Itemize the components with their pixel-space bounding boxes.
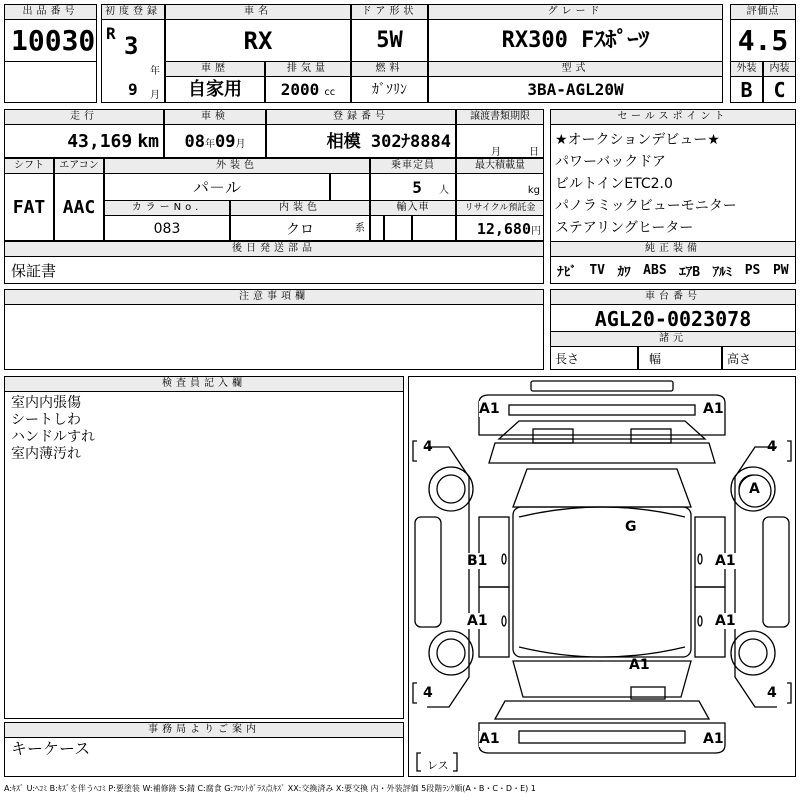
fuel-label: 燃料	[351, 61, 428, 77]
ext-label: 外装	[730, 61, 763, 77]
trunk	[495, 701, 709, 719]
first-reg-year-unit: 年	[150, 66, 160, 77]
wheel-rr	[731, 631, 775, 675]
damage-front-left: A1	[479, 401, 500, 417]
inspection-month: 09	[215, 132, 236, 152]
transfer-box	[456, 124, 544, 158]
grade-label: グレード	[428, 4, 723, 20]
displacement-box	[265, 76, 351, 103]
first-reg-month-unit: 月	[150, 90, 160, 101]
wheel-rl-inner	[437, 639, 465, 667]
capacity-unit: 人	[439, 185, 449, 196]
door-handle	[502, 554, 506, 564]
front-grille	[509, 405, 695, 415]
wheel-rl	[429, 631, 473, 675]
equipment-item: ｴｱB	[679, 264, 701, 280]
damage-rear-left: A1	[479, 731, 500, 747]
shift: FAT	[4, 173, 54, 241]
later-parts-label: 後日発送部品	[4, 241, 544, 257]
lot-blank	[4, 61, 97, 103]
door-handle	[698, 554, 702, 564]
wheel-fl-value: 4	[423, 439, 433, 455]
left-front-door	[479, 517, 509, 587]
legend: A:ｷｽﾞ U:ﾍｺﾐ B:ｷｽﾞを伴うﾍｺﾐ P:要塗装 W:補修跡 S:錆 C:腐食 G:ﾌﾛﾝﾄｶﾞﾗｽ点ｷｽﾞ XX:交換済み X:要交換 内・外装評価 5段階ﾗﾝｸ順(A・B・C・D・E) 1	[4, 784, 536, 793]
left-side	[427, 447, 469, 707]
int-color: クロ	[286, 222, 314, 238]
score: 4.5	[730, 19, 796, 62]
import-blank-b	[384, 215, 412, 241]
specs-label: 諸元	[550, 331, 796, 347]
transfer-day-unit: 日	[529, 147, 539, 158]
lot-number: 10030	[4, 19, 97, 62]
damage-left-front-door: B1	[467, 553, 488, 569]
first-reg-label: 初度登録	[101, 4, 165, 20]
door-type: 5W	[351, 19, 428, 62]
sales-point-3: ビルトインETC2.0	[555, 176, 673, 192]
wheel-fl-inner	[437, 475, 465, 503]
door-label: ドア形状	[351, 4, 428, 20]
inspector-area	[4, 391, 404, 719]
plate-number: 相模 302ﾅ8884	[266, 124, 456, 158]
hood-detail-r	[631, 429, 671, 443]
bracket	[417, 753, 421, 771]
int-color-label: 内装色	[230, 200, 370, 216]
sales-point-1: ★オークションデビュー★	[555, 132, 720, 148]
rear-bumper	[479, 723, 725, 753]
max-load-label: 最大積載量	[456, 158, 544, 174]
recycle-box	[456, 215, 544, 241]
mileage-label: 走行	[4, 109, 164, 125]
damage-right-rear-door: A1	[715, 613, 736, 629]
inspection-year-unit: 年	[205, 139, 215, 150]
rear-glass	[513, 661, 691, 697]
first-reg-era: R	[106, 24, 116, 43]
damage-right-front-door: A1	[715, 553, 736, 569]
history: 自家用	[165, 76, 265, 103]
inspector-note: 室内内張傷	[11, 395, 81, 411]
notes-label: 注意事項欄	[4, 289, 544, 305]
sales-points-list	[550, 124, 796, 242]
front-bumper-lower	[479, 417, 725, 435]
damage-roof: G	[625, 519, 637, 535]
recycle-unit: 円	[531, 226, 541, 237]
damage-front-right: A1	[703, 401, 724, 417]
shift-label: シフト	[4, 158, 54, 174]
ext-color-label: 外装色	[104, 158, 370, 174]
sales-point-4: パノラミックビューモニター	[555, 198, 737, 214]
roof-curve	[519, 507, 685, 517]
first-reg-box	[101, 19, 165, 103]
office-note: キーケース	[4, 737, 404, 777]
equipment-label: 純正装備	[550, 241, 796, 257]
transfer-month-unit: 月	[491, 147, 501, 158]
car-diagram-frame	[408, 376, 796, 777]
hood	[489, 443, 715, 463]
equipment-item: TV	[589, 262, 606, 278]
spec-length: 長さ	[550, 346, 638, 370]
bracket	[787, 441, 791, 461]
roof-curve-rear	[519, 647, 685, 657]
aircon-label: エアコン	[54, 158, 104, 174]
damage-rear-right: A1	[703, 731, 724, 747]
lot-label: 出品番号	[4, 4, 97, 20]
bracket	[787, 683, 791, 703]
hood-top	[499, 421, 705, 439]
bracket	[413, 441, 417, 461]
displacement: 2000	[280, 80, 320, 99]
import-blank-c	[412, 215, 456, 241]
bracket	[453, 753, 457, 771]
notes-area	[4, 304, 544, 370]
mileage-box	[4, 124, 164, 158]
roof	[513, 507, 691, 657]
wheel-fl	[429, 467, 473, 511]
car-diagram	[409, 377, 795, 776]
bracket	[413, 683, 417, 703]
first-reg-year: 3	[124, 32, 139, 60]
ext-color-blank	[330, 173, 370, 201]
hood-detail-l	[533, 429, 573, 443]
mileage-unit: km	[137, 131, 159, 152]
ext-color: パ－ル	[104, 173, 330, 201]
history-label: 車歴	[165, 61, 265, 77]
car-name: RX	[165, 19, 351, 62]
equipment-item: PS	[744, 262, 761, 278]
sales-points-label: セールスポイント	[550, 109, 796, 125]
right-front-door	[695, 517, 725, 587]
displacement-label: 排気量	[265, 61, 351, 77]
color-no-label: カラーNo.	[104, 200, 230, 216]
equipment-item: PW	[772, 262, 789, 278]
int-label: 内装	[763, 61, 796, 77]
grade: RX300 Fｽﾎﾟｰﾂ	[428, 19, 723, 62]
first-reg-month: 9	[128, 80, 138, 99]
door-handle	[502, 616, 506, 626]
model-label: 型式	[428, 61, 723, 77]
score-label: 評価点	[730, 4, 796, 20]
chassis-number: AGL20-0023078	[550, 304, 796, 332]
later-parts: 保証書	[4, 256, 544, 284]
capacity: 5	[412, 178, 422, 197]
import-label: 輸入車	[370, 200, 456, 216]
sales-point-5: ステアリングヒーター	[555, 220, 694, 236]
color-no: 083	[104, 215, 230, 241]
wheel-rr-value: 4	[767, 685, 777, 701]
wheel-fr-value: 4	[767, 439, 777, 455]
windshield	[513, 469, 691, 507]
front-bumper-top	[531, 381, 673, 391]
inspector-label: 検査員記入欄	[4, 376, 404, 392]
inspector-note: 室内薄汚れ	[11, 446, 81, 462]
front-bumper	[479, 395, 725, 417]
mileage: 43,169	[67, 131, 133, 152]
inspection-label: 車検	[164, 109, 266, 125]
spec-height: 高さ	[722, 346, 796, 370]
max-load-unit: kg	[456, 173, 544, 201]
wheel-rl-value: 4	[423, 685, 433, 701]
equipment-item: ｱﾙﾐ	[712, 264, 733, 280]
inspector-note: シートしわ	[11, 412, 81, 428]
capacity-box	[370, 173, 456, 201]
capacity-label: 乗車定員	[370, 158, 456, 174]
damage-left-rear-door: A1	[467, 613, 488, 629]
equipment-item: ｶﾜ	[617, 264, 631, 280]
damage-front-fender: A	[749, 481, 760, 497]
inspection-year: 08	[184, 132, 205, 152]
spec-width: 幅	[638, 346, 722, 370]
rear-plate-area	[519, 731, 685, 743]
equipment-item: ABS	[643, 262, 667, 278]
plate-label: 登録番号	[266, 109, 456, 125]
inspector-note: ハンドルすれ	[11, 429, 95, 445]
model-code: 3BA-AGL20W	[428, 76, 723, 103]
right-side-panel	[763, 517, 789, 627]
displacement-unit: cc	[324, 87, 336, 98]
sales-point-2: パワーバックドア	[555, 154, 666, 170]
aircon: AAC	[54, 173, 104, 241]
inspection-month-unit: 月	[235, 139, 246, 150]
equipment-list	[550, 256, 796, 284]
transfer-label: 譲渡書類期限	[456, 109, 544, 125]
door-handle	[698, 616, 702, 626]
car-name-label: 車名	[165, 4, 351, 20]
import-blank-a	[370, 215, 384, 241]
recycle: 12,680	[476, 220, 531, 238]
fuel: ｶﾞｿﾘﾝ	[351, 76, 428, 103]
left-side-panel	[415, 517, 441, 627]
int-grade: C	[763, 76, 796, 103]
office-label: 事務局よりご案内	[4, 722, 404, 738]
inspection-box	[164, 124, 266, 158]
recycle-label: リサイクル預託金	[456, 200, 544, 216]
damage-rear-glass: A1	[629, 657, 650, 673]
ext-grade: B	[730, 76, 763, 103]
int-color-box	[230, 215, 370, 241]
int-color-unit: 系	[355, 223, 365, 234]
equipment-item: ﾅﾋﾞ	[557, 264, 577, 280]
wheel-rr-inner	[739, 639, 767, 667]
chassis-label: 車台番号	[550, 289, 796, 305]
less-label: レス	[427, 759, 449, 772]
